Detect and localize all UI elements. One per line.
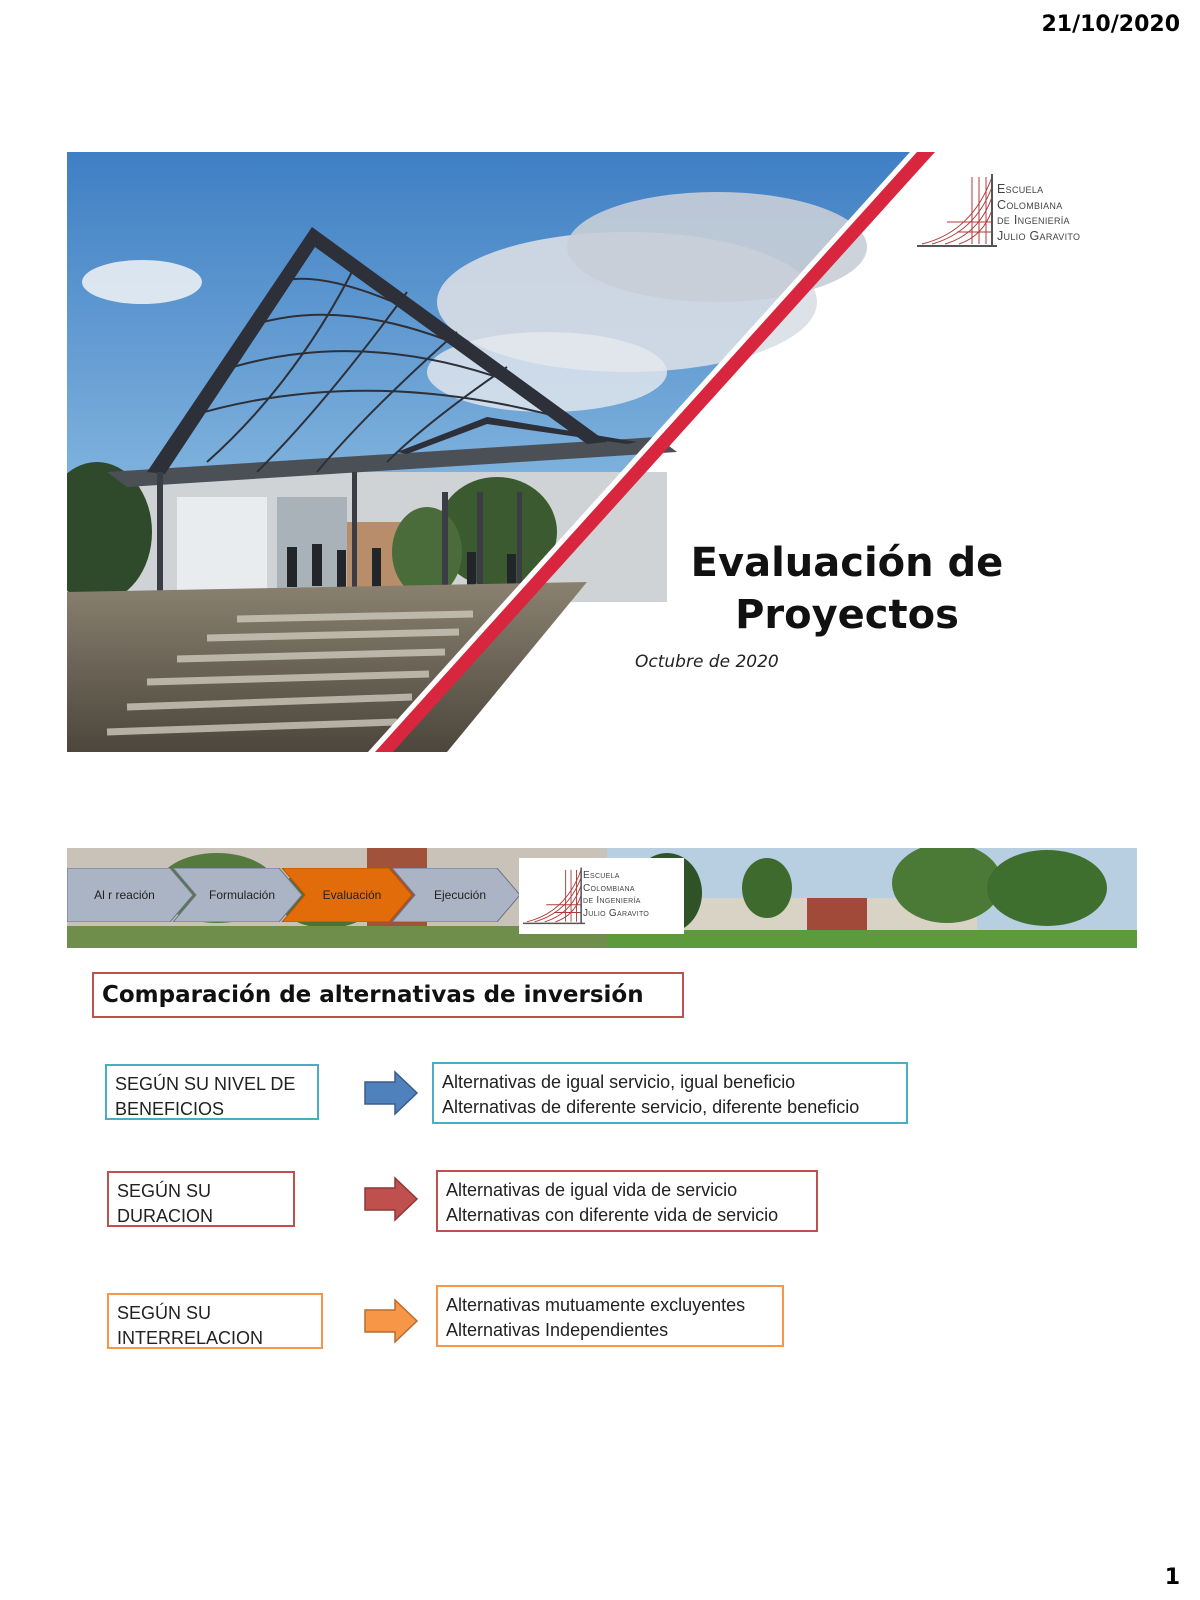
logo-mark-icon bbox=[523, 866, 585, 928]
criterion-text: DURACION bbox=[117, 1206, 214, 1226]
logo-line: Colombiana bbox=[997, 197, 1063, 212]
step-execution: Ejecución bbox=[433, 888, 487, 902]
process-steps bbox=[67, 868, 527, 922]
option-text: Alternativas de igual vida de servicio bbox=[446, 1180, 738, 1200]
step-formulation: Formulación bbox=[208, 888, 276, 902]
criterion-text: SEGÚN SU bbox=[117, 1181, 212, 1201]
content-slide bbox=[67, 848, 1137, 1448]
criterion-box-benefits bbox=[105, 1064, 319, 1120]
university-logo bbox=[519, 858, 684, 934]
options-box-interrelation bbox=[436, 1285, 784, 1347]
option-text: Alternativas mutuamente excluyentes bbox=[446, 1295, 746, 1315]
criterion-box-duration bbox=[107, 1171, 295, 1227]
logo-line: de Ingeniería bbox=[583, 895, 641, 906]
logo-line: Escuela bbox=[997, 182, 1044, 196]
logo-line: Escuela bbox=[583, 870, 620, 881]
logo-line: Colombiana bbox=[583, 882, 635, 894]
option-text: Alternativas Independientes bbox=[446, 1320, 669, 1340]
header-date: 21/10/2020 bbox=[1041, 12, 1180, 37]
criterion-text: SEGÚN SU NIVEL DE bbox=[115, 1074, 296, 1094]
slide-title-line: Proyectos bbox=[735, 592, 959, 638]
options-box-duration bbox=[436, 1170, 818, 1232]
arrow-right-icon bbox=[363, 1298, 419, 1344]
logo-mark-icon bbox=[917, 172, 997, 252]
step-evaluation-active: Evaluación bbox=[322, 888, 382, 902]
option-text: Alternativas con diferente vida de servicio bbox=[446, 1205, 779, 1225]
logo-line: Julio Garavito bbox=[583, 907, 650, 919]
slide-subtitle: Octubre de 2020 bbox=[635, 652, 779, 672]
logo-line: Julio Garavito bbox=[997, 228, 1081, 243]
arrow-right-icon bbox=[363, 1176, 419, 1222]
options-box-benefits bbox=[432, 1062, 908, 1124]
slide-title-line: Evaluación de bbox=[690, 540, 1004, 586]
logo-line: de Ingeniería bbox=[997, 213, 1070, 227]
university-logo bbox=[917, 172, 1137, 252]
slide-title bbox=[657, 537, 1037, 641]
criterion-text: INTERRELACION bbox=[117, 1328, 264, 1348]
criterion-text: SEGÚN SU bbox=[117, 1303, 212, 1323]
header-banner bbox=[67, 848, 1137, 948]
step-ideation: Al r reación bbox=[94, 888, 155, 902]
page-number: 1 bbox=[1164, 1565, 1180, 1590]
arrow-right-icon bbox=[363, 1070, 419, 1116]
option-text: Alternativas de igual servicio, igual beneficio bbox=[442, 1072, 796, 1092]
title-slide bbox=[67, 152, 1147, 752]
option-text: Alternativas de diferente servicio, diferente beneficio bbox=[442, 1097, 860, 1117]
criterion-box-interrelation bbox=[107, 1293, 323, 1349]
criterion-text: BENEFICIOS bbox=[115, 1099, 225, 1119]
section-title: Comparación de alternativas de inversión bbox=[92, 972, 684, 1018]
